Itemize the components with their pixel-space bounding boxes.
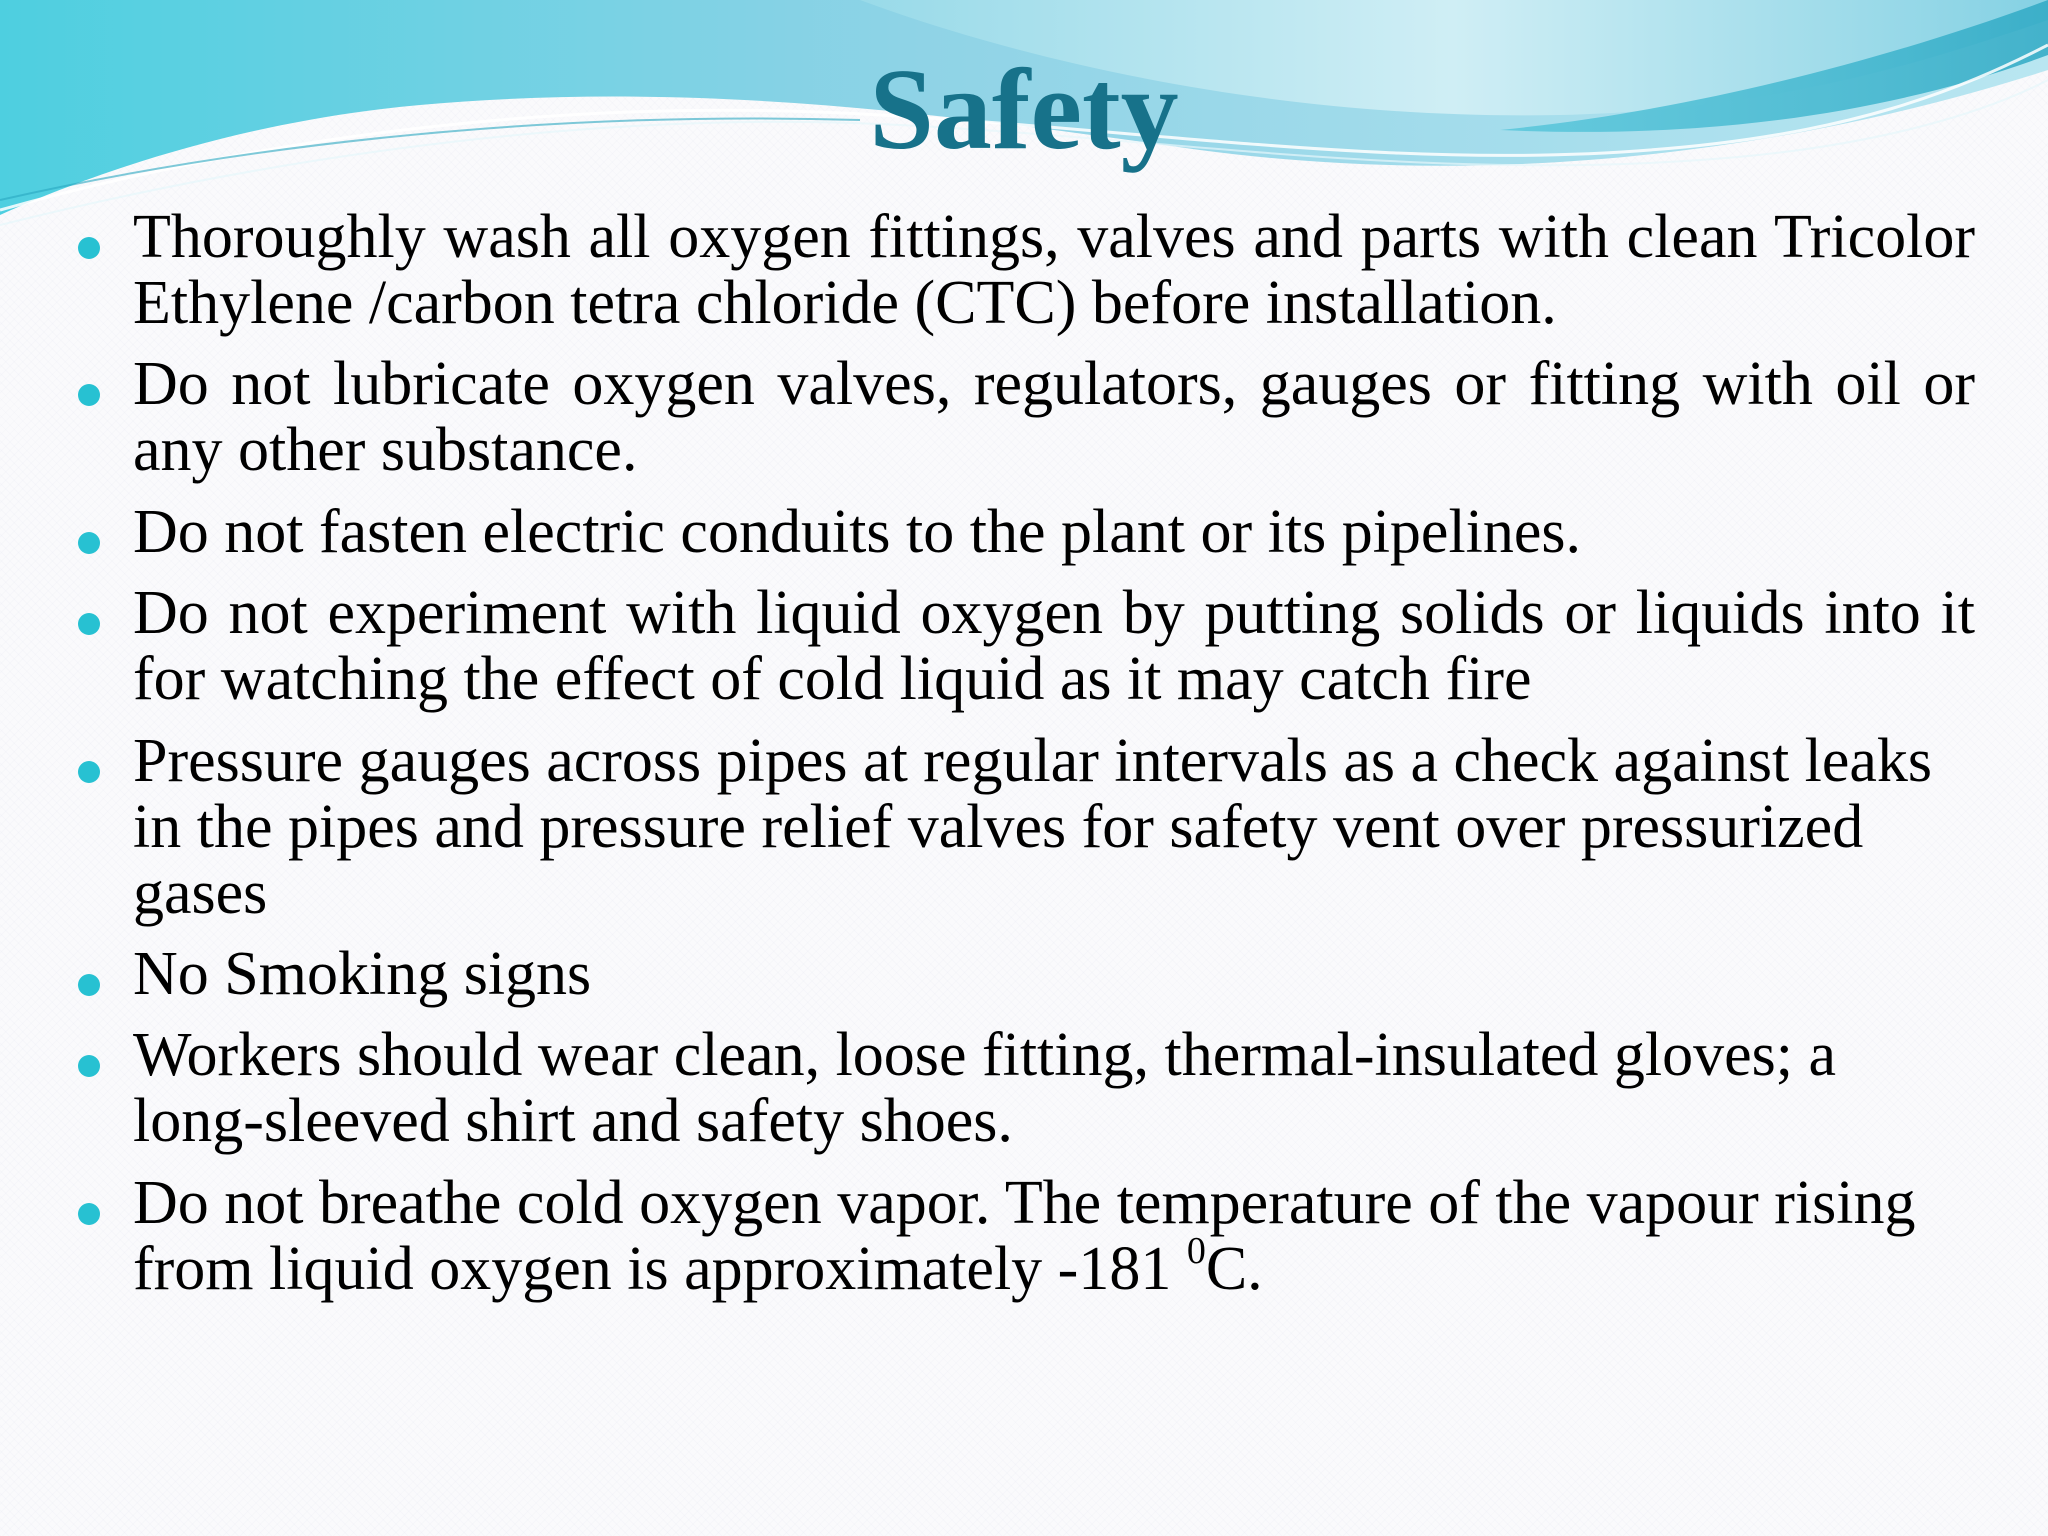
bullet-item	[0, 1022, 2048, 1170]
bullet-text: Do not lubricate oxygen valves, regulators, gauges or fitting with oil or any other substance.	[133, 350, 1975, 484]
bullet-text: Pressure gauges across pipes at regular intervals as a check against leaks in the pipes and pressure relief valves for safety vent over pressurized gases	[133, 727, 1933, 927]
bullet-text: Do not fasten electric conduits to the plant or its pipelines.	[133, 498, 1582, 566]
temperature-superscript: 0	[1186, 1230, 1206, 1272]
slide-title: Safety	[869, 46, 1179, 174]
bullet-text	[133, 1170, 1975, 1302]
bullet-marker-icon	[78, 974, 100, 996]
bullet-marker-icon	[78, 237, 100, 259]
bullet-marker-icon	[78, 532, 100, 554]
bullet-marker-icon	[78, 384, 100, 406]
bullet-text: No Smoking signs	[133, 940, 592, 1008]
bullet-item	[0, 204, 2048, 351]
bullet-item	[0, 1170, 2048, 1318]
bullet-item	[0, 351, 2048, 499]
bullet-item	[0, 728, 2048, 941]
bullet-item	[0, 580, 2048, 728]
bullet-marker-icon	[78, 613, 100, 635]
bullet-marker-icon	[78, 1055, 100, 1077]
bullet-text: Do not experiment with liquid oxygen by putting solids or liquids into it for watching the effect of cold liquid as it may catch fire	[133, 579, 1975, 713]
bullet-text-part: C.	[1205, 1235, 1263, 1303]
bullet-item	[0, 499, 2048, 580]
bullet-text: Thoroughly wash all oxygen fittings, valves and parts with clean Tricolor Ethylene /carbon tetra chloride (CTC) before installation.	[133, 203, 1975, 337]
bullet-text-part: Do not breathe cold oxygen vapor. The temperature of the vapour rising from liquid oxygen is approximately -181	[133, 1169, 1916, 1303]
bullet-marker-icon	[78, 761, 100, 783]
bullet-list	[0, 204, 2048, 1318]
bullet-text: Workers should wear clean, loose fitting, thermal-insulated gloves; a long-sleeved shirt and safety shoes.	[133, 1021, 1836, 1155]
bullet-item	[0, 941, 2048, 1022]
bullet-marker-icon	[78, 1203, 100, 1225]
